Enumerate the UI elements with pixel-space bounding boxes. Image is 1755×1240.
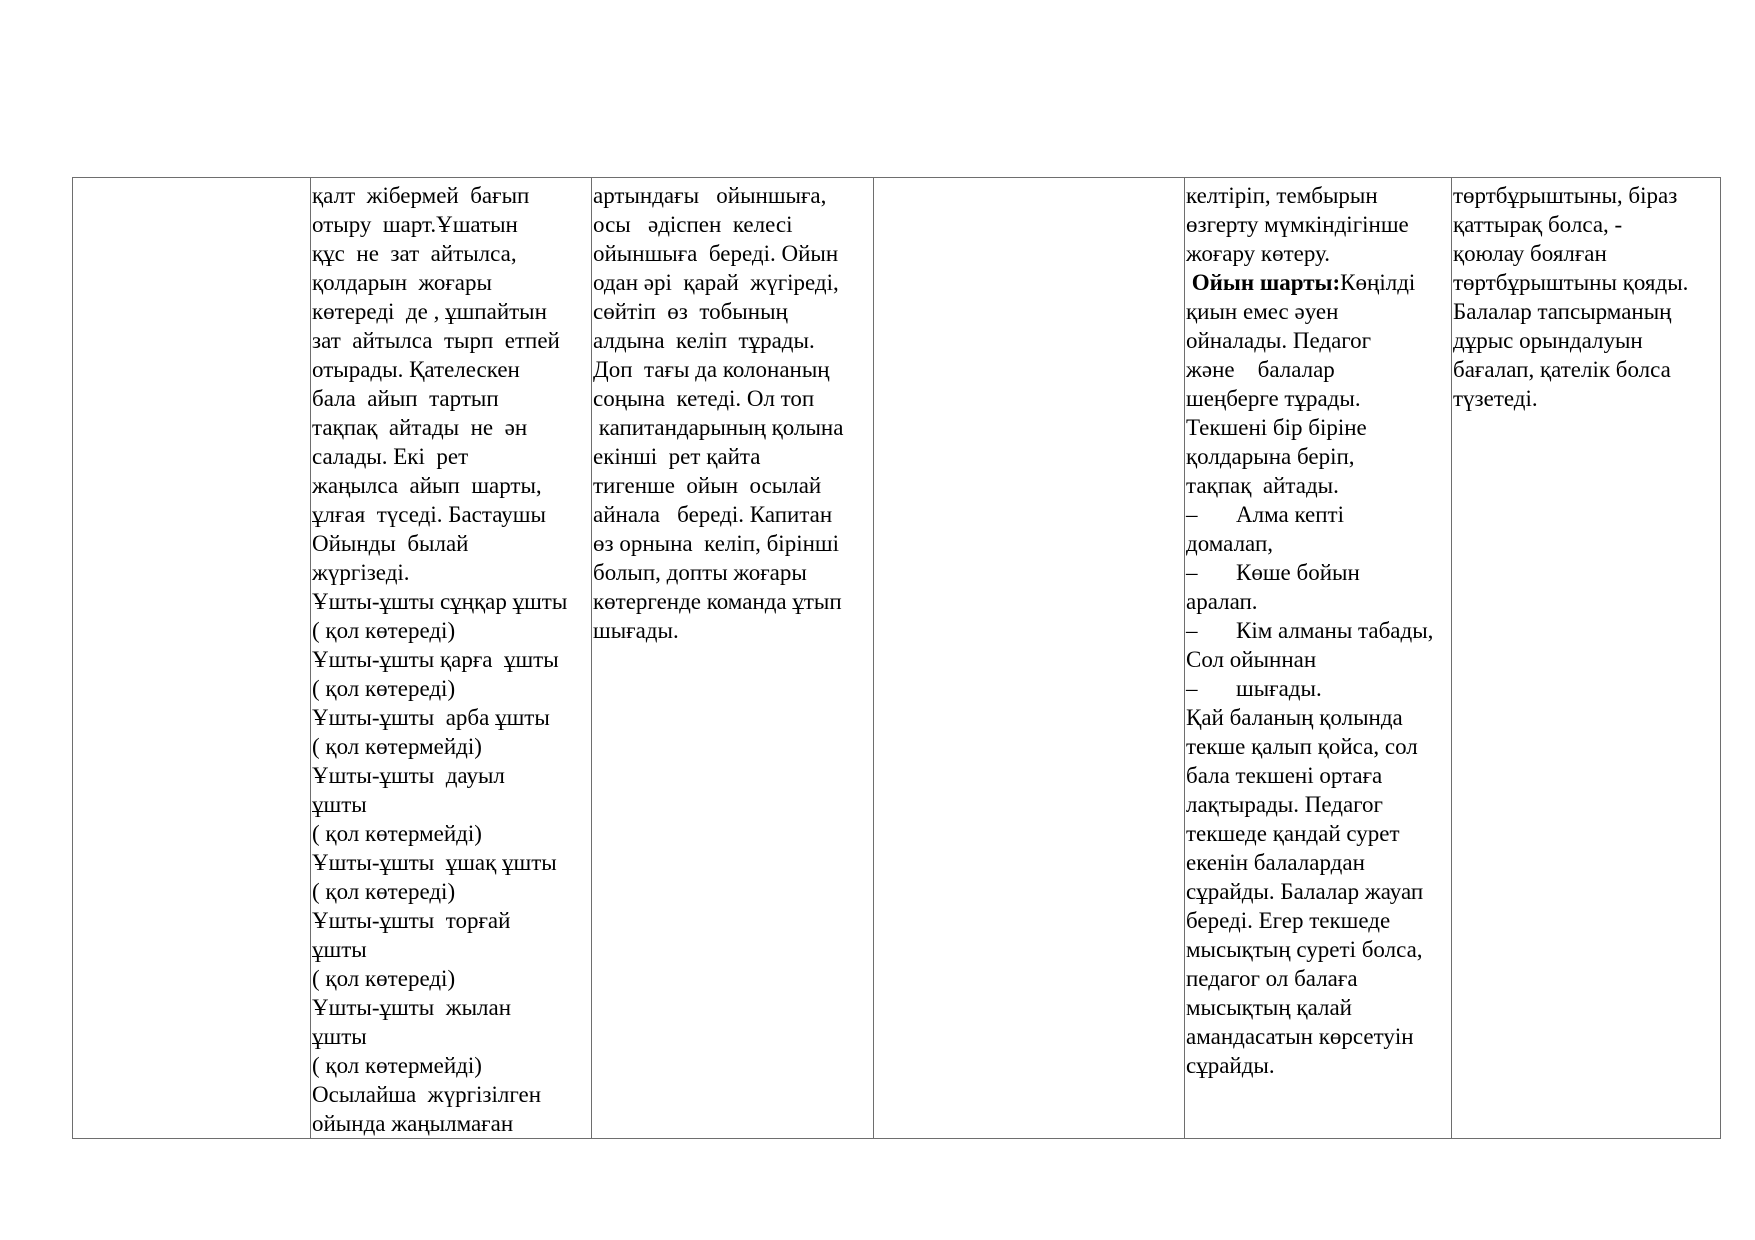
text-line: ( қол көтереді) [312,879,456,904]
table-cell-2 [311,178,592,1139]
text-line: төртбұрыштыны, біраз [1453,183,1678,208]
text-line: ( қол көтереді) [312,966,456,991]
text-line: ұшты [312,792,367,817]
text-line: тигенше ойын осылай [593,473,822,498]
text-line: ойында жаңылмаған [312,1111,514,1136]
text-line: шығады. [593,618,679,643]
text-line: Доп тағы да колонаның [593,357,830,382]
text-line: бала айып тартып [312,386,499,411]
text-line: төртбұрыштыны қояды. [1453,270,1689,295]
table-cell-4 [874,178,1185,1139]
rhyme-continuation: аралап. [1186,589,1258,614]
text-line: түзетеді. [1453,386,1538,411]
table-cell-5 [1185,178,1452,1139]
rhyme-continuation: Сол ойыннан [1186,647,1317,672]
cell-5-intro [1186,181,1449,268]
dash-bullet: – [1186,560,1198,585]
text-line: шеңберге тұрады. [1186,386,1361,411]
text-line: осы әдіспен келесі [593,212,793,237]
text-line: Ұшты-ұшты қарға ұшты [312,647,559,672]
game-rule-line [1186,268,1449,297]
rhyme-text: шығады. [1236,676,1322,701]
text-line: құс не зат айтылса, [312,241,517,266]
text-line: болып, допты жоғары [593,560,807,585]
text-line: бағалап, қателік болса [1453,357,1671,382]
text-line: Балалар тапсырманың [1453,299,1672,324]
text-line: зат айтылса тырп етпей [312,328,560,353]
text-line: одан әрі қарай жүгіреді, [593,270,839,295]
text-line: Ұшты-ұшты дауыл [312,763,505,788]
cell-2-text [312,181,589,1138]
text-line: өз орнына келіп, бірінші [593,531,839,556]
text-line: ойналады. Педагог [1186,328,1372,353]
text-line: Осылайша жүргізілген [312,1082,542,1107]
rhyme-text: Көше бойын [1236,560,1360,585]
text-line: жаңылса айып шарты, [312,473,542,498]
dash-bullet: – [1186,676,1198,701]
game-rule-label: Ойын шарты: [1191,270,1341,295]
rhyme-continuation: домалап, [1186,531,1274,556]
text-line: амандасатын көрсетуін [1186,1024,1414,1049]
rhyme-item [1186,558,1449,587]
document-table [72,177,1721,1139]
table-cell-6 [1452,178,1721,1139]
cell-5-outro [1186,703,1449,1080]
text-line: сөйтіп өз тобының [593,299,788,324]
text-line: айнала береді. Капитан [593,502,833,527]
text-line: екенін балалардан [1186,850,1365,875]
text-line: Ұшты-ұшты жылан [312,995,512,1020]
text-line: педагог ол балаға [1186,966,1358,991]
text-line: мысықтың суреті болса, [1186,937,1423,962]
text-line: қолдарын жоғары [312,270,492,295]
text-line: Ұшты-ұшты арба ұшты [312,705,550,730]
text-line: лақтырады. Педагог [1186,792,1383,817]
text-line: бала текшені ортаға [1186,763,1383,788]
text-line: қалт жібермей бағып [312,183,530,208]
rhyme-text: Алма кепті [1236,502,1345,527]
text-line: қоюлау боялған [1453,241,1607,266]
text-line: соңына кетеді. Ол топ [593,386,815,411]
text-line: ( қол көтермейді) [312,821,482,846]
text-line: салады. Екі рет [312,444,469,469]
text-line: артындағы ойыншыға, [593,183,827,208]
text-line: отыру шарт.Ұшатын [312,212,518,237]
table-cell-1 [73,178,311,1139]
text-line: ұшты [312,937,367,962]
text-line: текшеде қандай сурет [1186,821,1400,846]
text-line: келтіріп, тембырын [1186,183,1378,208]
text-line: Ұшты-ұшты ұшақ ұшты [312,850,557,875]
text-line: Текшені бір біріне [1186,415,1367,440]
text-line: қиын емес әуен [1186,299,1339,324]
text-line: Ұшты-ұшты сұңқар ұшты [312,589,568,614]
text-line: көтереді де , ұшпайтын [312,299,547,324]
text-line: Қай баланың қолында [1186,705,1403,730]
text-line: алдына келіп тұрады. [593,328,815,353]
rhyme-item [1186,674,1449,703]
text-line: Ойынды былай [312,531,469,556]
cell-6-text [1453,181,1718,413]
text-line: текше қалып қойса, сол [1186,734,1418,759]
text-line: ( қол көтереді) [312,676,456,701]
dash-bullet: – [1186,502,1198,527]
text-line: ( қол көтермейді) [312,734,482,759]
text-line: береді. Егер текшеде [1186,908,1391,933]
dash-bullet: – [1186,618,1198,643]
table-cell-3 [592,178,874,1139]
text-line: тақпақ айтады не ән [312,415,528,440]
text-line: ұшты [312,1024,367,1049]
text-line: ( қол көтермейді) [312,1053,482,1078]
text-line: сұрайды. [1186,1053,1275,1078]
text-line: ұлғая түседі. Бастаушы [312,502,546,527]
cell-3-text [593,181,871,645]
cell-5-rhyme [1186,500,1449,703]
cell-5-rule [1186,297,1449,500]
text-line: жоғару көтеру. [1186,241,1330,266]
text-line: Ұшты-ұшты торғай [312,908,511,933]
text-line: көтергенде команда ұтып [593,589,842,614]
text-line: өзгерту мүмкіндігінше [1186,212,1409,237]
text-line: тақпақ айтады. [1186,473,1339,498]
text-line: дұрыс орындалуын [1453,328,1643,353]
text-line: қолдарына беріп, [1186,444,1355,469]
text-line: екінші рет қайта [593,444,761,469]
rhyme-item [1186,616,1449,645]
text-line: мысықтың қалай [1186,995,1352,1020]
rhyme-item [1186,500,1449,529]
game-rule-first: Көңілді [1340,270,1416,295]
text-line: ойыншыға береді. Ойын [593,241,839,266]
text-line: сұрайды. Балалар жауап [1186,879,1424,904]
text-line: жүргізеді. [312,560,410,585]
text-line: капитандарының қолына [593,415,844,440]
text-line: ( қол көтереді) [312,618,456,643]
text-line: және балалар [1186,357,1335,382]
table-row [73,178,1721,1139]
text-line: отырады. Қателескен [312,357,520,382]
rhyme-text: Кім алманы табады, [1236,618,1434,643]
text-line: қаттырақ болса, - [1453,212,1623,237]
